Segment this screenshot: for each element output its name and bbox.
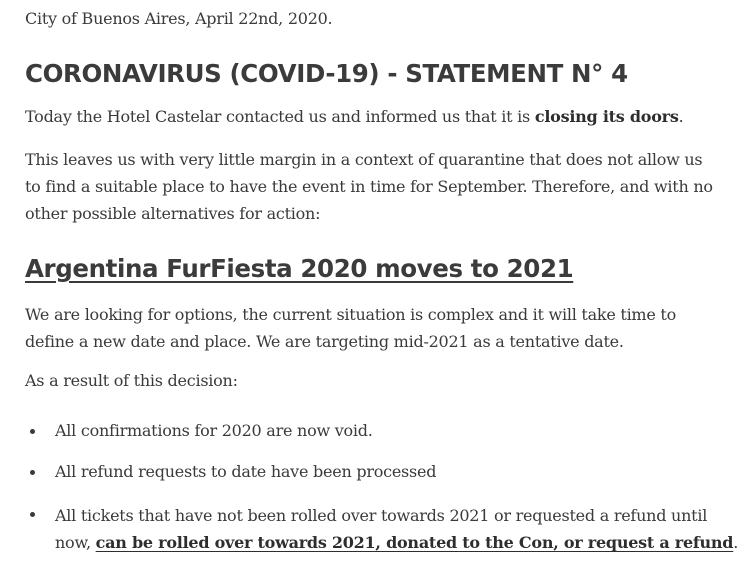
options-line-1: We are looking for options, the current situation is complex and it will take time to <box>25 305 676 324</box>
rollover-refund-link[interactable]: can be rolled over towards 2021, donated to the Con, or request a refund <box>95 533 734 552</box>
closing-announcement-paragraph <box>25 106 683 128</box>
list-item-line-1: All tickets that have not been rolled over towards 2021 or requested a refund until <box>55 506 708 525</box>
bullet-dot-icon <box>30 512 35 517</box>
context-paragraph <box>25 146 715 227</box>
bullet-dot-icon <box>30 429 35 434</box>
list-item-line-2 <box>55 529 738 556</box>
list-item-text: All confirmations for 2020 are now void. <box>55 421 373 440</box>
list-item-line-2-start: now, <box>55 533 96 552</box>
list-item-text <box>55 502 738 556</box>
list-item-line-2-end: . <box>733 533 738 552</box>
date-line: City of Buenos Aires, April 22nd, 2020. <box>25 9 333 28</box>
context-line-3: other possible alternatives for action: <box>25 204 321 223</box>
closing-doors-emphasis: closing its doors <box>534 107 679 126</box>
closing-announcement-text: Today the Hotel Castelar contacted us and informed us that it is <box>25 107 535 126</box>
options-line-2: define a new date and place. We are targeting mid-2021 as a tentative date. <box>25 332 624 351</box>
list-item-text: All refund requests to date have been processed <box>55 462 437 481</box>
context-line-2: to find a suitable place to have the event in time for September. Therefore, and with no <box>25 177 713 196</box>
decision-intro: As a result of this decision: <box>25 371 238 390</box>
postponement-headline: Argentina FurFiesta 2020 moves to 2021 <box>25 254 574 283</box>
closing-announcement-end: . <box>678 107 684 126</box>
context-line-1: This leaves us with very little margin in a context of quarantine that does not allow us <box>25 150 703 169</box>
statement-title: CORONAVIRUS (COVID-19) - STATEMENT N° 4 <box>25 59 628 88</box>
bullet-dot-icon <box>30 470 35 475</box>
options-paragraph <box>25 301 715 355</box>
